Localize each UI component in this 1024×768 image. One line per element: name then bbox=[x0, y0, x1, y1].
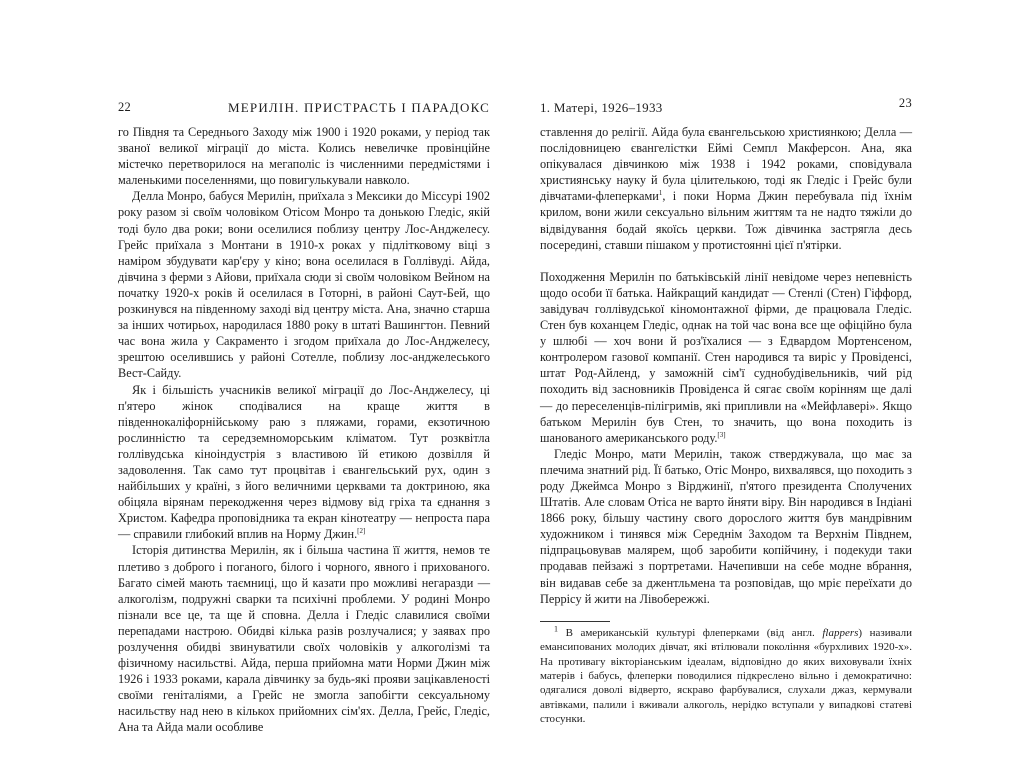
footnote-divider bbox=[540, 621, 610, 622]
right-running-head bbox=[540, 96, 912, 118]
right-body-text bbox=[540, 124, 912, 727]
right-page-number: 23 bbox=[898, 96, 912, 110]
paragraph bbox=[540, 269, 912, 446]
footnote-text: В американській культурі флеперками (від англ. bbox=[565, 626, 823, 639]
left-page-number: 22 bbox=[118, 100, 132, 114]
paragraph: Делла Монро, бабуся Мерилін, приїхала з Мексики до Міссурі 1902 року разом зі своїм чоловіком Отісом Монро та донькою Гледіс, якій тоді було два роки; вони оселилися поблизу центру Лос-Анджелесу. Грейс приїхала з Монтани в 1910-х роках у підлітковому віці з наміром збудувати кар'єру у кіно; вона оселилася в Голлівуді. Айда, дівчина з ферми з Айови, приїхала сюди зі своїм чоловіком Вейном на початку 1920-х років й оселилася в Готорні, в районі Саут-Бей, що розкинувся на південному заході від центру міста. Ана, значно старша за інших чотирьох, народилася 1880 року в штаті Вашингтон. Певний час вона жила у Сакраменто і згодом приїхала до Лос-Анджелесу, зрештою оселившись у районі Сотелле, поблизу лос-анджелеського Вест-Сайду. bbox=[118, 189, 490, 381]
right-page bbox=[540, 96, 912, 727]
left-body-text bbox=[118, 124, 490, 736]
right-running-title: 1. Матері, 1926–1933 bbox=[540, 100, 663, 115]
footnote-text: ) називали емансипованих молодих дівчат, які втілювали покоління «бурхливих 1920-х». На противагу вікторіанським ідеалам, відповідно до яких виховували їхніх матерів і бабусь, флеперки поводилися підкреслено вільно і демократично: одягалися доволі відверто, яскраво фарбувалися, слухали джаз, кермували автівками, палили і вживали алкоголь, нерідко вступали у випадкові статеві стосунки. bbox=[540, 626, 913, 726]
footnote-reference[interactable]: [2] bbox=[357, 527, 366, 536]
paragraph-text: ставлення до релігії. Айда була євангельською християнкою; Делла — послідовницею євангелістки Еймі Семпл Макферсон. Ана, яка опікувалася дівчинкою між 1938 і 1942 роками, сповідувала християнську науку й була цілителькою, тоді як Гледіс і Грейс були дівчатами-флеперками bbox=[540, 125, 912, 204]
footnote-emphasis: flappers bbox=[822, 626, 859, 639]
left-running-title: МЕРИЛІН. ПРИСТРАСТЬ І ПАРАДОКС bbox=[228, 100, 490, 115]
footnote-marker: 1 bbox=[554, 624, 558, 634]
left-running-head bbox=[118, 96, 490, 118]
paragraph: Гледіс Монро, мати Мерилін, також стверджувала, що має за плечима знатний рід. Її батько, Отіс Монро, вихвалявся, що походить з роду Джеймса Монро з Вірджинії, п'ятого президента Сполучених Штатів. Але словам Отіса не варто йняти віру. Він народився в Індіані 1866 року, більшу частину свого дорослого життя був мандрівним художником і тинявся між Середнім Заходом та Верхнім Півднем, підпрацьовував малярем, щоб заробити копійчину, і подекуди таки продавав пейзажі з портретами. Начепивши на себе модне вбрання, він видавав себе за джентльмена та розповідав, що мріє переїхати до Перріcу й жити на Лівобережжі. bbox=[540, 446, 912, 606]
paragraph-text: Як і більшість учасників великої міграції до Лос-Анджелесу, ці п'ятеро жінок сподівалися на краще життя в південнокаліфорнійському раю з пляжами, горами, екзотичною рослинністю та середземноморським кліматом. Тут розквітла голлівудська кіноіндустрія з властивою їй етикою дозвілля й задоволення. Так само тут процвітав і євангельський рух, один з найбільших у країні, з його величними церквами та доктриною, яка обіцяла вірянам перекодження через відмову від гріха та єднання з Христом. Кафедра проповідника та екран кінотеатру — непроста пара — справили глибокий вплив на Норму Джин. bbox=[118, 382, 490, 542]
paragraph-text: Походження Мерилін по батьківській лінії невідоме через непевність щодо особи її батька. Найкращий кандидат — Стенлі (Стен) Гіффорд, завідувач голлівудської кіномонтажної фірми, де працювала Гледіс. Стен був коханцем Гледіс, однак на той час вона все ще офіційно була у шлюбі — хоч вони й роз'їхалися — з Едвардом Мортенсеном, контролером газової компанії. Стен народився та виріс у Провіденсі, штат Род-Айленд, у заможній сім'ї суднобудівельників, чий рід походить від засновників Провіденса й сягає своїм корінням ще далі — до переселенців-пілігримів, які припливли на «Мейфлавері». Якщо батьком Мерилін був Стен, то значить, що вона походить із шанованого американського роду. bbox=[540, 269, 912, 445]
paragraph bbox=[118, 382, 490, 543]
paragraph-text: , і поки Норма Джин перебувала під їхнім крилом, вони жили сексуально вільним життям та не надто тяжіли до відвідування бодай якоїсь церкви. Тож дівчинка застрягла десь посередині, ставши пішаком у протистоянні цієї п'ятірки. bbox=[540, 189, 912, 252]
left-page bbox=[118, 96, 490, 736]
footnote-reference[interactable]: 1 bbox=[658, 189, 663, 198]
paragraph bbox=[540, 124, 912, 253]
footnote-reference[interactable]: [3] bbox=[717, 430, 726, 439]
paragraph: го Півдня та Середнього Заходу між 1900 і 1920 роками, у період так званої великої міграції до міста. Колись невеличке провінційне містечко перетворилося на мегаполіс із численними передмістями і маленькими поселеннями, що повигулькували навколо. bbox=[118, 125, 490, 188]
paragraph: Історія дитинства Мерилін, як і більша частина її життя, немов те плетиво з доброго і поганого, білого і чорного, явного і прихованого. Багато сімей мають таємниці, що й казати про можливі негаразди — алкоголізм, подружні сварки та психічні проблеми. У родині Монро пізнали все це, та ще й сповна. Делла і Гледіс славилися своїми перепадами настрою. Обидві кілька разів розлучалися; у заявах про розлучення обидві звинуватили своїх чоловіків у алкоголізмі та фізичному насильстві. Айда, перша прийомна мати Норми Джин між 1926 і 1933 роками, карала дівчинку за будь-які прояви зацікавленості своїми геніталіями, а Грейс не змогла запобігти сексуальному насильству над нею в кількох прийомних сім'ях. Делла, Грейс, Гледіс, Ана та Айда мали особливе bbox=[118, 543, 490, 735]
footnote bbox=[540, 626, 912, 727]
